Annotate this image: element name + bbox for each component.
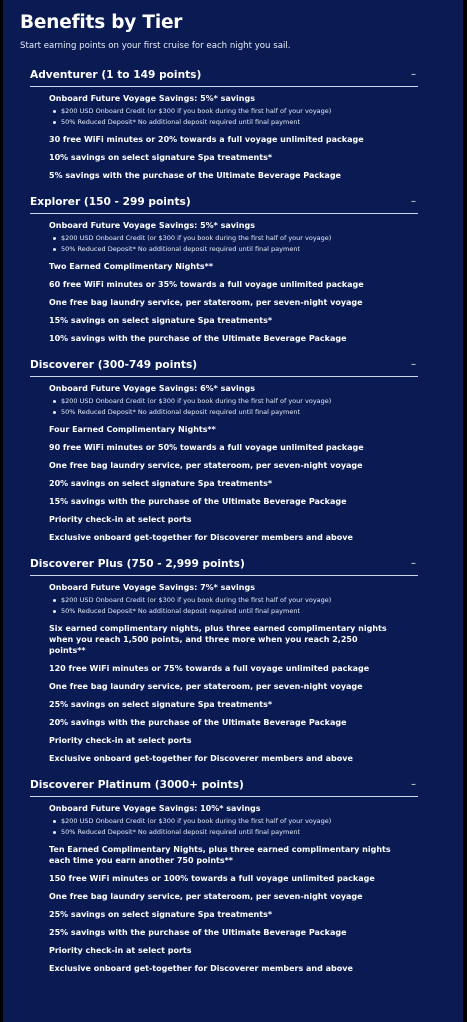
list-item: 50% Reduced Deposit* No additional deposit required until final payment bbox=[51, 117, 420, 128]
benefit-item: 90 free WiFi minutes or 50% towards a full voyage unlimited package bbox=[49, 443, 364, 452]
savings-details bbox=[49, 595, 420, 617]
benefit-item: One free bag laundry service, per stateroom, per seven-night voyage bbox=[49, 892, 363, 901]
tier-title: Discoverer Plus (750 - 2,999 points) bbox=[30, 557, 245, 570]
benefit-item: 10% savings on select signature Spa treatments* bbox=[49, 153, 273, 162]
collapse-icon[interactable]: – bbox=[411, 779, 416, 790]
benefit-item: 20% savings on select signature Spa treatments* bbox=[49, 479, 273, 488]
tier-header-discoverer[interactable] bbox=[30, 354, 418, 377]
tier-section-adventurer bbox=[30, 64, 420, 181]
benefit-item: One free bag laundry service, per stateroom, per seven-night voyage bbox=[49, 298, 363, 307]
tier-section-explorer bbox=[30, 191, 420, 344]
voyage-savings: Onboard Future Voyage Savings: 7%* savings bbox=[49, 583, 255, 592]
benefit-item: 15% savings with the purchase of the Ultimate Beverage Package bbox=[49, 497, 347, 506]
benefit-item: Six earned complimentary nights, plus three earned complimentary nights when you reach 1,500 points, and three more when you reach 2,250 points** bbox=[49, 624, 387, 655]
benefit-item: 60 free WiFi minutes or 35% towards a full voyage unlimited package bbox=[49, 280, 364, 289]
benefit-item: 25% savings on select signature Spa treatments* bbox=[49, 700, 273, 709]
benefit-item: 5% savings with the purchase of the Ultimate Beverage Package bbox=[49, 171, 341, 180]
voyage-savings: Onboard Future Voyage Savings: 5%* savings bbox=[49, 221, 255, 230]
tier-section-discoverer bbox=[30, 354, 420, 543]
collapse-icon[interactable]: – bbox=[411, 196, 416, 207]
list-item: 50% Reduced Deposit* No additional deposit required until final payment bbox=[51, 827, 420, 838]
benefit-item: One free bag laundry service, per stateroom, per seven-night voyage bbox=[49, 461, 363, 470]
benefit-item: 20% savings with the purchase of the Ultimate Beverage Package bbox=[49, 718, 347, 727]
tier-header-discoverer-platinum[interactable] bbox=[30, 774, 418, 797]
list-item: $200 USD Onboard Credit (or $300 if you book during the first half of your voyage) bbox=[51, 233, 420, 244]
benefit-item: 25% savings on select signature Spa treatments* bbox=[49, 910, 273, 919]
list-item: $200 USD Onboard Credit (or $300 if you book during the first half of your voyage) bbox=[51, 595, 420, 606]
savings-details bbox=[49, 816, 420, 838]
savings-details bbox=[49, 233, 420, 255]
tier-body bbox=[30, 576, 420, 764]
benefit-item: Priority check-in at select ports bbox=[49, 515, 192, 524]
benefit-item: One free bag laundry service, per stateroom, per seven-night voyage bbox=[49, 682, 363, 691]
savings-details bbox=[49, 106, 420, 128]
tier-header-discoverer-plus[interactable] bbox=[30, 553, 418, 576]
benefit-item: Priority check-in at select ports bbox=[49, 736, 192, 745]
tier-title: Explorer (150 - 299 points) bbox=[30, 195, 191, 208]
benefit-item: 120 free WiFi minutes or 75% towards a full voyage unlimited package bbox=[49, 664, 370, 673]
voyage-savings: Onboard Future Voyage Savings: 10%* savings bbox=[49, 804, 261, 813]
tier-section-discoverer-plus bbox=[30, 553, 420, 764]
benefit-item: Priority check-in at select ports bbox=[49, 946, 192, 955]
tier-title: Discoverer (300-749 points) bbox=[30, 358, 198, 371]
benefits-page bbox=[3, 0, 420, 974]
list-item: $200 USD Onboard Credit (or $300 if you book during the first half of your voyage) bbox=[51, 816, 420, 827]
voyage-savings: Onboard Future Voyage Savings: 6%* savings bbox=[49, 384, 255, 393]
voyage-savings: Onboard Future Voyage Savings: 5%* savings bbox=[49, 94, 255, 103]
tier-body bbox=[30, 377, 420, 543]
benefit-item: Ten Earned Complimentary Nights, plus three earned complimentary nights each time you earn another 750 points** bbox=[49, 845, 391, 865]
list-item: $200 USD Onboard Credit (or $300 if you book during the first half of your voyage) bbox=[51, 106, 420, 117]
collapse-icon[interactable]: – bbox=[411, 359, 416, 370]
list-item: 50% Reduced Deposit* No additional deposit required until final payment bbox=[51, 407, 420, 418]
tier-body bbox=[30, 87, 420, 181]
tier-body bbox=[30, 797, 420, 974]
tier-body bbox=[30, 214, 420, 344]
tier-title: Adventurer (1 to 149 points) bbox=[30, 68, 202, 81]
page-title: Benefits by Tier bbox=[20, 12, 183, 33]
savings-details bbox=[49, 396, 420, 418]
benefit-item: 25% savings with the purchase of the Ultimate Beverage Package bbox=[49, 928, 347, 937]
benefit-item: Exclusive onboard get-together for Discoverer members and above bbox=[49, 754, 353, 763]
list-item: 50% Reduced Deposit* No additional deposit required until final payment bbox=[51, 606, 420, 617]
benefit-item: 30 free WiFi minutes or 20% towards a full voyage unlimited package bbox=[49, 135, 364, 144]
benefit-item: 15% savings on select signature Spa treatments* bbox=[49, 316, 273, 325]
tier-header-explorer[interactable] bbox=[30, 191, 418, 214]
list-item: 50% Reduced Deposit* No additional deposit required until final payment bbox=[51, 244, 420, 255]
benefit-item: Two Earned Complimentary Nights** bbox=[49, 262, 214, 271]
collapse-icon[interactable]: – bbox=[411, 558, 416, 569]
page-subtitle: Start earning points on your first cruise for each night you sail. bbox=[20, 41, 291, 51]
collapse-icon[interactable]: – bbox=[411, 69, 416, 80]
tier-section-discoverer-platinum bbox=[30, 774, 420, 974]
benefit-item: 150 free WiFi minutes or 100% towards a full voyage unlimited package bbox=[49, 874, 375, 883]
tier-header-adventurer[interactable] bbox=[30, 64, 418, 87]
list-item: $200 USD Onboard Credit (or $300 if you book during the first half of your voyage) bbox=[51, 396, 420, 407]
tier-title: Discoverer Platinum (3000+ points) bbox=[30, 778, 244, 791]
benefit-item: Four Earned Complimentary Nights** bbox=[49, 425, 216, 434]
benefit-item: 10% savings with the purchase of the Ultimate Beverage Package bbox=[49, 334, 347, 343]
benefit-item: Exclusive onboard get-together for Discoverer members and above bbox=[49, 964, 353, 973]
benefit-item: Exclusive onboard get-together for Discoverer members and above bbox=[49, 533, 353, 542]
